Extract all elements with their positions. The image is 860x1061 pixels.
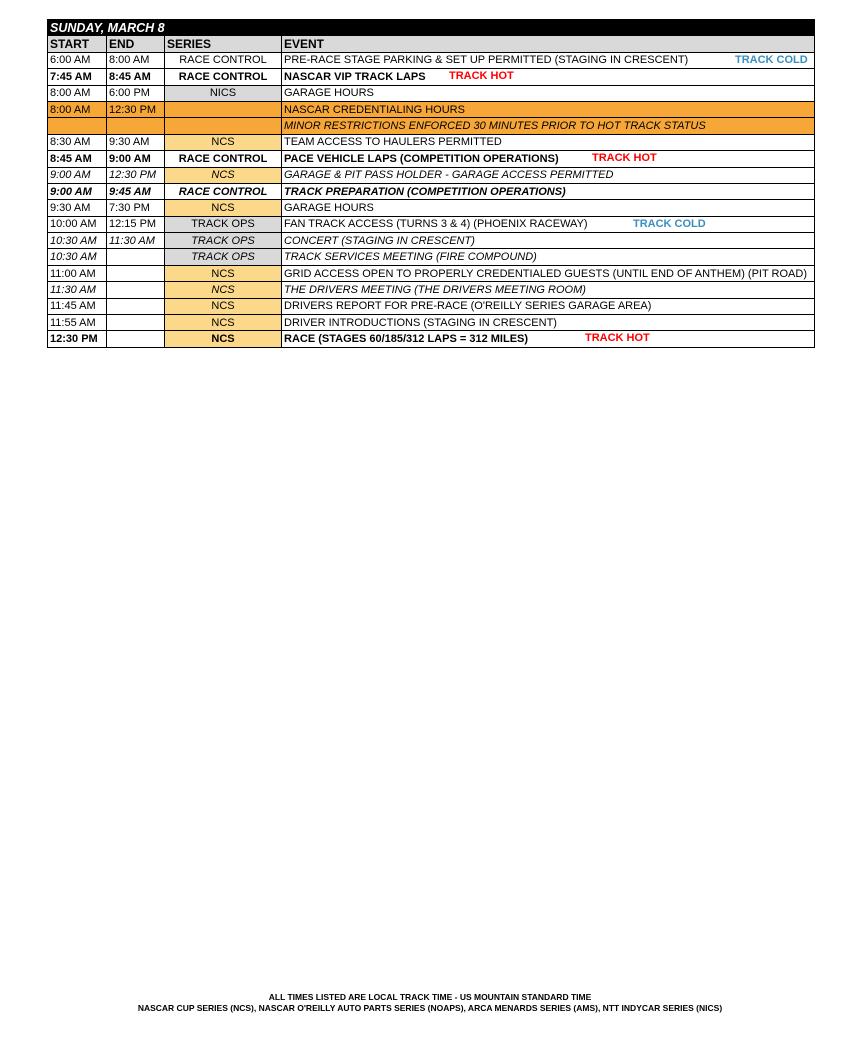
- end-time: 9:45 AM: [107, 183, 165, 199]
- start-time: 9:30 AM: [48, 200, 107, 216]
- start-time: 7:45 AM: [48, 69, 107, 85]
- event-cell: [282, 282, 815, 298]
- start-time: 11:30 AM: [48, 282, 107, 298]
- start-time: 8:45 AM: [48, 151, 107, 167]
- end-time: [107, 265, 165, 281]
- schedule-row: [48, 85, 815, 101]
- event-cell: [282, 151, 815, 167]
- schedule-row: [48, 298, 815, 314]
- event-cell: [282, 331, 815, 347]
- event-cell: [282, 315, 815, 331]
- end-time: 9:00 AM: [107, 151, 165, 167]
- schedule-row: [48, 52, 815, 68]
- event-cell: [282, 52, 815, 68]
- schedule-row: [48, 134, 815, 150]
- series-cell: NICS: [165, 85, 282, 101]
- end-time: [107, 118, 165, 134]
- end-time: [107, 282, 165, 298]
- header-event: EVENT: [282, 36, 815, 52]
- header-row: [48, 36, 815, 52]
- event-text: NASCAR CREDENTIALING HOURS: [284, 103, 465, 116]
- event-text: TRACK PREPARATION (COMPETITION OPERATIONS): [284, 185, 566, 198]
- event-cell: [282, 134, 815, 150]
- footer-series-legend: NASCAR CUP SERIES (NCS), NASCAR O'REILLY AUTO PARTS SERIES (NOAPS), ARCA MENARDS SERIES (AMS), NTT INDYCAR SERIES (NICS): [137, 1003, 723, 1013]
- end-time: [107, 249, 165, 265]
- event-text: GARAGE HOURS: [284, 87, 374, 100]
- end-time: 8:00 AM: [107, 52, 165, 68]
- schedule-row: [48, 167, 815, 183]
- end-time: 8:45 AM: [107, 69, 165, 85]
- schedule-row: [48, 200, 815, 216]
- event-text: CONCERT (STAGING IN CRESCENT): [284, 234, 475, 247]
- end-time: 9:30 AM: [107, 134, 165, 150]
- series-cell: TRACK OPS: [165, 249, 282, 265]
- end-time: 12:30 PM: [107, 101, 165, 117]
- series-cell: NCS: [165, 282, 282, 298]
- end-time: [107, 315, 165, 331]
- event-cell: [282, 183, 815, 199]
- series-cell: RACE CONTROL: [165, 69, 282, 85]
- start-time: 11:55 AM: [48, 315, 107, 331]
- track-status: TRACK COLD: [633, 217, 706, 230]
- schedule-row: [48, 151, 815, 167]
- event-cell: [282, 249, 815, 265]
- series-cell: NCS: [165, 331, 282, 347]
- event-text: GRID ACCESS OPEN TO PROPERLY CREDENTIALED GUESTS (UNTIL END OF ANTHEM) (PIT ROAD): [284, 267, 807, 280]
- event-text: FAN TRACK ACCESS (TURNS 3 & 4) (PHOENIX RACEWAY): [284, 218, 588, 231]
- start-time: 8:00 AM: [48, 85, 107, 101]
- start-time: 11:00 AM: [48, 265, 107, 281]
- event-cell: [282, 216, 815, 232]
- end-time: 7:30 PM: [107, 200, 165, 216]
- series-cell: NCS: [165, 265, 282, 281]
- start-time: 6:00 AM: [48, 52, 107, 68]
- event-cell: [282, 101, 815, 117]
- event-cell: [282, 85, 815, 101]
- track-status: TRACK HOT: [585, 332, 650, 345]
- event-cell: [282, 233, 815, 249]
- schedule-row: [48, 118, 815, 134]
- event-text: DRIVERS REPORT FOR PRE-RACE (O'REILLY SERIES GARAGE AREA): [284, 300, 652, 313]
- header-series: SERIES: [165, 36, 282, 52]
- start-time: 11:45 AM: [48, 298, 107, 314]
- event-text: THE DRIVERS MEETING (THE DRIVERS MEETING ROOM): [284, 283, 586, 296]
- start-time: 9:00 AM: [48, 167, 107, 183]
- event-text: PACE VEHICLE LAPS (COMPETITION OPERATIONS): [284, 152, 559, 165]
- schedule-row: [48, 265, 815, 281]
- event-text: DRIVER INTRODUCTIONS (STAGING IN CRESCENT): [284, 316, 557, 329]
- schedule-row: [48, 69, 815, 85]
- start-time: 10:00 AM: [48, 216, 107, 232]
- schedule-row: [48, 101, 815, 117]
- series-cell: NCS: [165, 134, 282, 150]
- header-end: END: [107, 36, 165, 52]
- schedule-table: [47, 19, 815, 348]
- series-cell: RACE CONTROL: [165, 52, 282, 68]
- start-time: 10:30 AM: [48, 233, 107, 249]
- series-cell: RACE CONTROL: [165, 183, 282, 199]
- series-cell: NCS: [165, 200, 282, 216]
- end-time: 12:15 PM: [107, 216, 165, 232]
- footer-timezone-note: ALL TIMES LISTED ARE LOCAL TRACK TIME - US MOUNTAIN STANDARD TIME: [268, 992, 592, 1002]
- event-text: TEAM ACCESS TO HAULERS PERMITTED: [284, 136, 502, 149]
- day-title-row: [48, 20, 815, 36]
- schedule-row: [48, 233, 815, 249]
- series-cell: NCS: [165, 298, 282, 314]
- schedule-row: [48, 183, 815, 199]
- series-cell: RACE CONTROL: [165, 151, 282, 167]
- schedule-row: [48, 249, 815, 265]
- event-text: TRACK SERVICES MEETING (FIRE COMPOUND): [284, 251, 537, 264]
- event-text: NASCAR VIP TRACK LAPS: [284, 70, 426, 83]
- schedule-row: [48, 282, 815, 298]
- day-title: SUNDAY, MARCH 8: [48, 20, 815, 36]
- schedule-row: [48, 216, 815, 232]
- event-text: GARAGE & PIT PASS HOLDER - GARAGE ACCESS PERMITTED: [284, 169, 614, 182]
- start-time: 10:30 AM: [48, 249, 107, 265]
- start-time: 8:00 AM: [48, 101, 107, 117]
- event-text: PRE-RACE STAGE PARKING & SET UP PERMITTED (STAGING IN CRESCENT): [284, 54, 689, 67]
- event-cell: [282, 200, 815, 216]
- event-text: GARAGE HOURS: [284, 201, 374, 214]
- end-time: 11:30 AM: [107, 233, 165, 249]
- start-time: [48, 118, 107, 134]
- track-status: TRACK HOT: [449, 70, 514, 83]
- header-start: START: [48, 36, 107, 52]
- event-cell: [282, 298, 815, 314]
- end-time: [107, 331, 165, 347]
- track-status: TRACK HOT: [592, 152, 657, 165]
- series-cell: TRACK OPS: [165, 233, 282, 249]
- series-cell: NCS: [165, 167, 282, 183]
- series-cell: NCS: [165, 315, 282, 331]
- schedule-row: [48, 331, 815, 347]
- end-time: 6:00 PM: [107, 85, 165, 101]
- start-time: 12:30 PM: [48, 331, 107, 347]
- start-time: 8:30 AM: [48, 134, 107, 150]
- end-time: [107, 298, 165, 314]
- event-text: MINOR RESTRICTIONS ENFORCED 30 MINUTES PRIOR TO HOT TRACK STATUS: [284, 120, 706, 133]
- series-cell: [165, 101, 282, 117]
- start-time: 9:00 AM: [48, 183, 107, 199]
- end-time: 12:30 PM: [107, 167, 165, 183]
- event-cell: [282, 265, 815, 281]
- series-cell: [165, 118, 282, 134]
- event-cell: [282, 118, 815, 134]
- event-text: RACE (STAGES 60/185/312 LAPS = 312 MILES): [284, 333, 529, 346]
- event-cell: [282, 167, 815, 183]
- event-cell: [282, 69, 815, 85]
- series-cell: TRACK OPS: [165, 216, 282, 232]
- schedule-row: [48, 315, 815, 331]
- track-status: TRACK COLD: [735, 53, 808, 66]
